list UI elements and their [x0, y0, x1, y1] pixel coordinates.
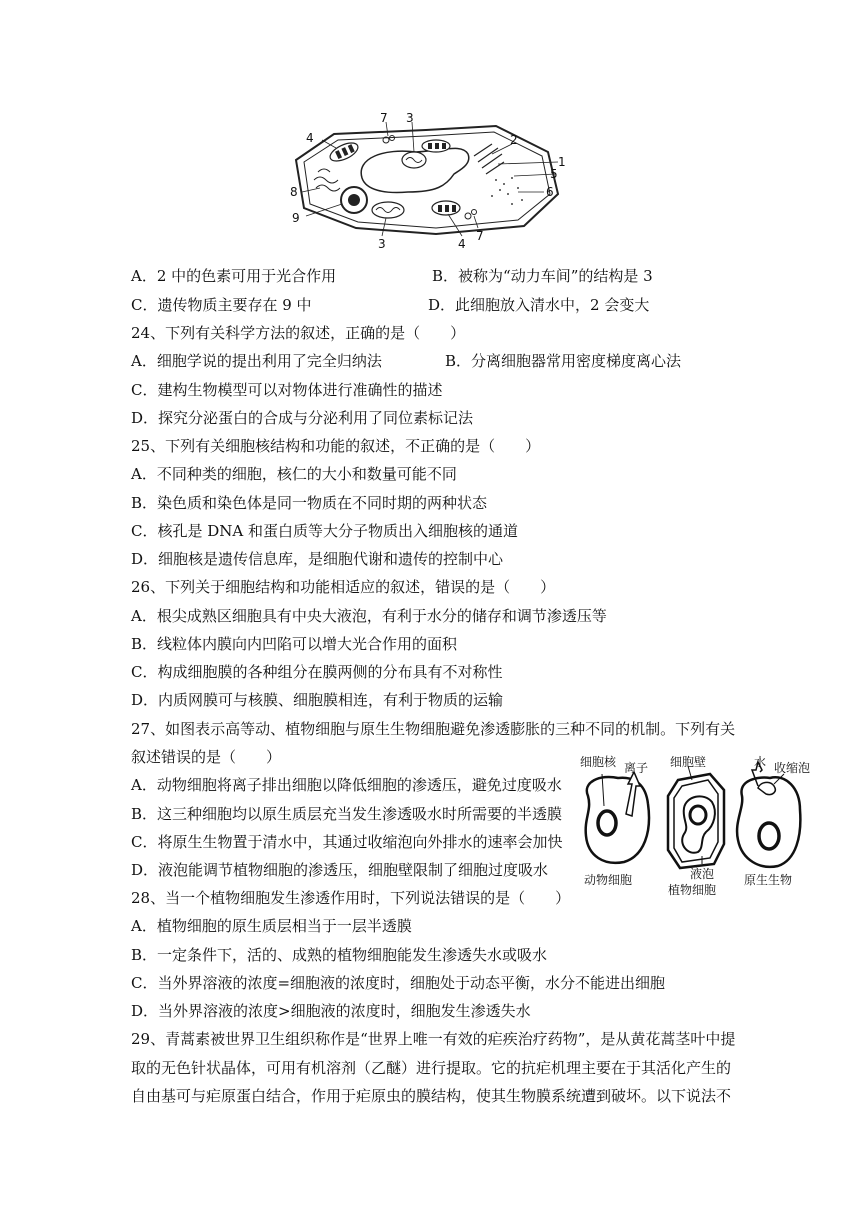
q27-option-a: A．动物细胞将离子排出细胞以降低细胞的渗透压，避免过度吸水: [131, 776, 562, 794]
q26-option-a: A．根尖成熟区细胞具有中央大液泡，有利于水分的储存和调节渗透压等: [131, 607, 607, 625]
label-5: 5: [550, 167, 558, 181]
label-3-top: 3: [406, 111, 414, 125]
q25-option-b: B．染色质和染色体是同一物质在不同时期的两种状态: [131, 494, 488, 512]
label-cell-wall: 细胞壁: [670, 755, 707, 769]
q28-option-a: A．植物细胞的原生质层相当于一层半透膜: [131, 917, 412, 935]
label-nucleus: 细胞核: [580, 755, 617, 769]
label-plant-cell: 植物细胞: [668, 883, 717, 897]
label-4-left: 4: [306, 131, 314, 145]
q27-option-d: D．液泡能调节植物细胞的渗透压，细胞壁限制了细胞过度吸水: [131, 861, 549, 879]
q24-option-b: B．分离细胞器常用密度梯度离心法: [445, 352, 682, 370]
q23-option-a: A．2 中的色素可用于光合作用: [131, 267, 337, 285]
osmosis-mechanism-figure: [574, 752, 814, 902]
golgi-apparatus: [474, 144, 504, 174]
q26-stem: 26、下列关于细胞结构和功能相适应的叙述，错误的是（ ）: [131, 578, 556, 596]
q23-option-c: C．遗传物质主要存在 9 中: [131, 296, 312, 314]
q25-option-c: C．核孔是 DNA 和蛋白质等大分子物质出入细胞核的通道: [131, 522, 518, 540]
q28-option-c: C．当外界溶液的浓度=细胞液的浓度时，细胞处于动态平衡，水分不能进出细胞: [131, 974, 666, 992]
q25-stem: 25、下列有关细胞核结构和功能的叙述，不正确的是（ ）: [131, 437, 541, 455]
label-7-top: 7: [380, 111, 388, 125]
cytoplasm-dots: [491, 177, 523, 205]
q28-option-b: B．一定条件下，活的、成熟的植物细胞能发生渗透失水或吸水: [131, 946, 548, 964]
q29-line2: 取的无色针状晶体，可用有机溶剂（乙醚）进行提取。它的抗疟机理主要在于其活化产生的: [131, 1059, 732, 1077]
label-protist: 原生生物: [744, 873, 793, 887]
q29-line3: 自由基可与疟原蛋白结合，作用于疟原虫的膜结构，使其生物膜系统遭到破坏。以下说法不: [131, 1087, 732, 1105]
label-1: 1: [558, 155, 566, 169]
mitochondrion-bottom: [372, 202, 404, 218]
q24-option-c: C．建构生物模型可以对物体进行准确性的描述: [131, 381, 443, 399]
endoplasmic-reticulum: [314, 169, 340, 191]
q26-option-b: B．线粒体内膜向内凹陷可以增大光合作用的面积: [131, 635, 458, 653]
plant-cell-diagram: [286, 108, 582, 252]
q24-option-d: D．探究分泌蛋白的合成与分泌利用了同位素标记法: [131, 409, 474, 427]
label-2: 2: [510, 133, 518, 147]
q25-option-d: D．细胞核是遗传信息库，是细胞代谢和遗传的控制中心: [131, 550, 504, 568]
label-7-bottom: 7: [476, 229, 484, 243]
q24-option-a: A．细胞学说的提出利用了完全归纳法: [131, 352, 382, 370]
label-4-bottom: 4: [458, 237, 466, 251]
label-3-bottom: 3: [378, 237, 386, 251]
q27-stem-line2: 叙述错误的是（ ）: [131, 748, 282, 766]
label-vacuole: 液泡: [690, 867, 715, 881]
q23-option-d: D．此细胞放入清水中，2 会变大: [428, 296, 650, 314]
q27-stem-line1: 27、如图表示高等动、植物细胞与原生生物细胞避免渗透膨胀的三种不同的机制。下列有关: [131, 720, 736, 738]
label-6: 6: [546, 185, 554, 199]
q28-stem: 28、当一个植物细胞发生渗透作用时，下列说法错误的是（ ）: [131, 889, 571, 907]
label-contractile-vacuole: 收缩泡: [774, 761, 811, 775]
q25-option-a: A．不同种类的细胞，核仁的大小和数量可能不同: [131, 465, 457, 483]
q26-option-d: D．内质网膜可与核膜、细胞膜相连，有利于物质的运输: [131, 691, 504, 709]
label-8: 8: [290, 185, 298, 199]
label-9: 9: [292, 211, 300, 225]
q28-option-d: D．当外界溶液的浓度>细胞液的浓度时，细胞发生渗透失水: [131, 1002, 531, 1020]
q24-stem: 24、下列有关科学方法的叙述，正确的是（ ）: [131, 324, 466, 342]
label-water: 水: [754, 755, 767, 769]
q29-line1: 29、青蒿素被世界卫生组织称作是“世界上唯一有效的疟疾治疗药物”，是从黄花蒿茎叶中提: [131, 1030, 736, 1048]
label-ion: 离子: [624, 761, 649, 775]
label-animal-cell: 动物细胞: [584, 873, 633, 887]
q27-option-c: C．将原生生物置于清水中，其通过收缩泡向外排水的速率会加快: [131, 833, 563, 851]
q23-option-b: B．被称为“动力车间”的结构是 3: [432, 267, 653, 285]
q27-option-b: B．这三种细胞均以原生质层充当发生渗透吸水时所需要的半透膜: [131, 805, 563, 823]
q26-option-c: C．构成细胞膜的各种组分在膜两侧的分布具有不对称性: [131, 663, 503, 681]
